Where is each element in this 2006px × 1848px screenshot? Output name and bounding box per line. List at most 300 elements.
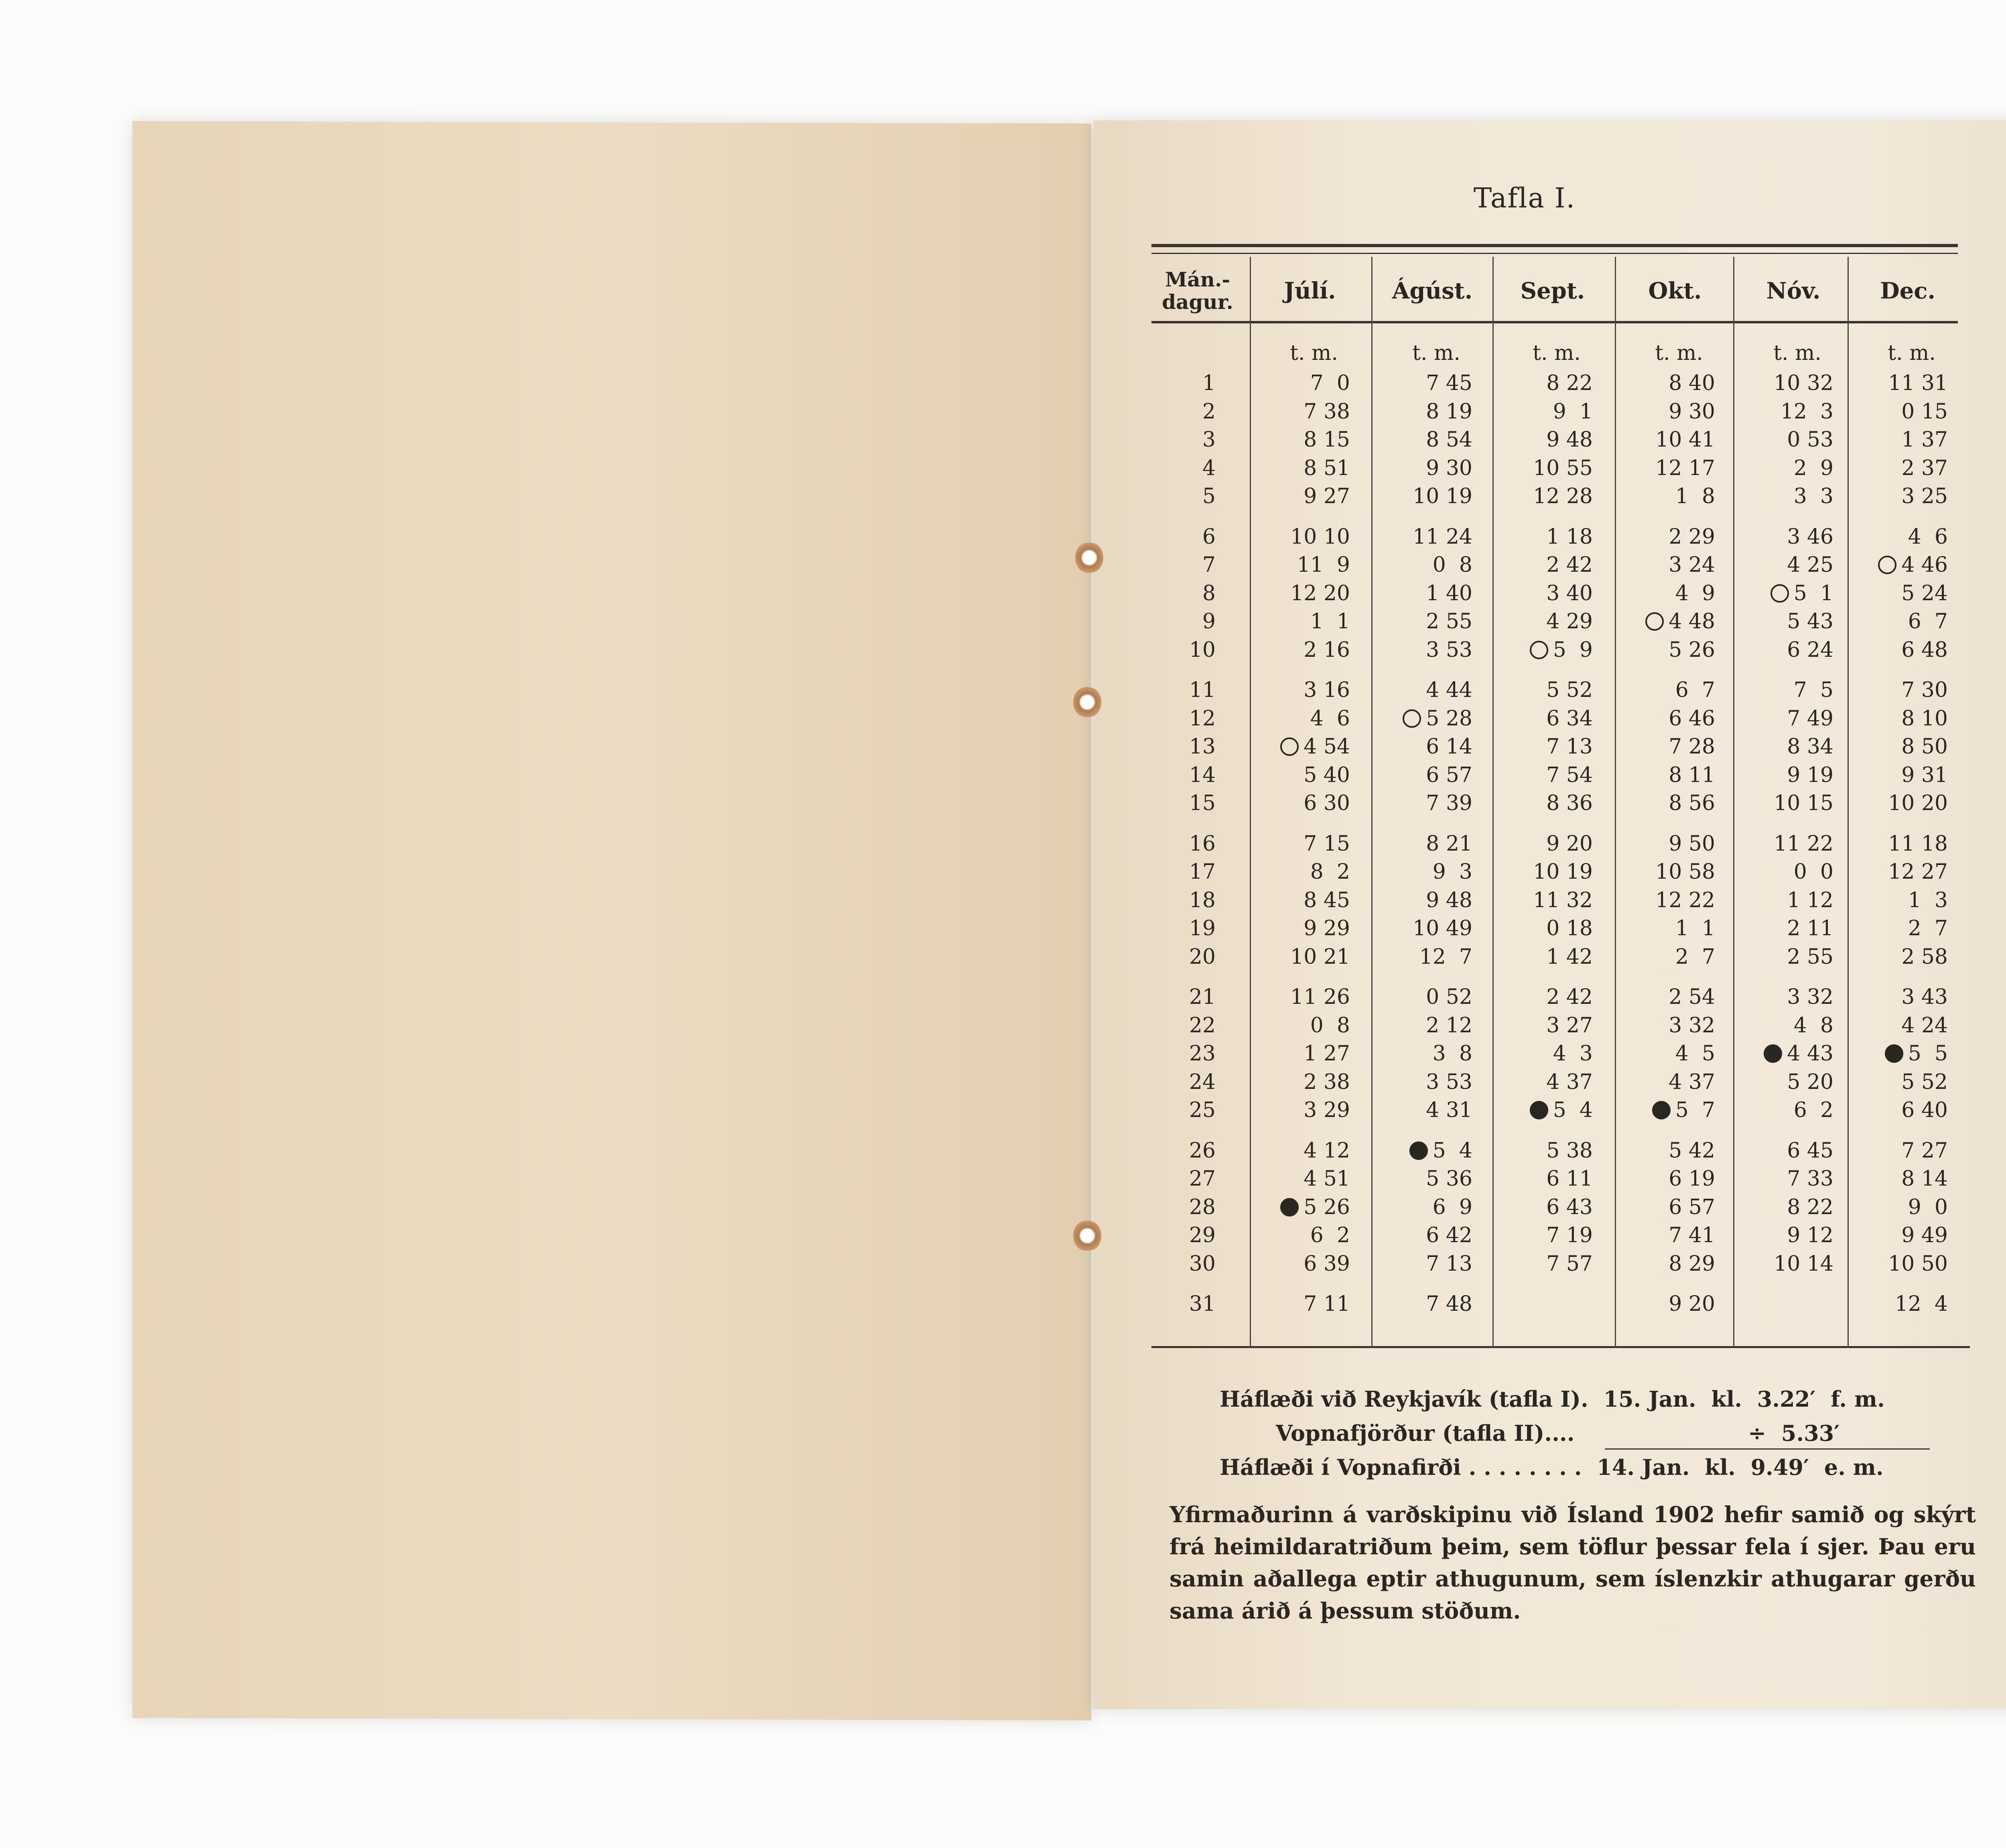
tide-time: 4 25: [1787, 553, 1833, 577]
tide-time-cell: [1735, 1070, 1833, 1094]
tide-time: 5 28: [1426, 706, 1472, 731]
tide-time: 6 7: [1675, 678, 1715, 702]
tide-time: 10 41: [1655, 428, 1715, 452]
tide-time: 9 1: [1553, 399, 1593, 424]
tide-time-cell: [1850, 456, 1948, 480]
tide-time: 9 20: [1546, 831, 1593, 856]
tide-time: 2 7: [1675, 944, 1715, 969]
tide-time-cell: [1617, 707, 1715, 731]
tide-time: 5 5: [1908, 1042, 1948, 1066]
tide-time: 8 34: [1787, 735, 1833, 759]
table-top-rule: [1151, 244, 1958, 247]
tide-time: 10 55: [1533, 456, 1593, 480]
tide-time-cell: [1374, 1013, 1472, 1038]
tide-time: 1 40: [1426, 581, 1472, 605]
tide-time-cell: [1374, 581, 1472, 605]
tide-time-cell: [1735, 525, 1833, 549]
tide-time-cell: [1735, 945, 1833, 969]
tide-time: 12 7: [1419, 944, 1472, 969]
tide-time-cell: [1735, 763, 1833, 787]
new-moon-icon: [1530, 1101, 1548, 1119]
tide-time-cell: [1252, 428, 1350, 452]
tide-time-cell: [1374, 945, 1472, 969]
tide-time: 7 54: [1546, 763, 1593, 787]
tide-time-cell: [1374, 1252, 1472, 1276]
tide-time: 6 2: [1310, 1223, 1350, 1247]
tide-time: 10 21: [1290, 944, 1350, 969]
month-header: Sept.: [1520, 278, 1585, 304]
tide-time-cell: [1617, 609, 1715, 634]
tide-time: 8 50: [1901, 735, 1948, 759]
tide-time: 9 50: [1669, 831, 1715, 856]
day-number: 1: [1202, 371, 1216, 395]
day-number: 9: [1202, 609, 1216, 634]
tide-time-cell: [1617, 985, 1715, 1009]
tide-time: 2 42: [1546, 553, 1593, 577]
tide-time-cell: [1252, 1070, 1350, 1094]
tide-time: 0 52: [1426, 985, 1472, 1009]
day-number: 6: [1202, 524, 1216, 549]
tide-time-cell: [1374, 609, 1472, 634]
tide-time: 6 39: [1303, 1251, 1350, 1276]
tide-time: 4 8: [1793, 1013, 1833, 1038]
tide-time: 1 42: [1546, 944, 1593, 969]
tide-time: 3 40: [1546, 581, 1593, 605]
day-number: 16: [1189, 831, 1216, 856]
tide-time-cell: [1617, 735, 1715, 759]
tide-time: 12 3: [1780, 399, 1833, 424]
summary-reykjavik: Háflæði við Reykjavík (tafla I). 15. Jan. kl. 3.22′ f. m.: [1220, 1386, 1885, 1412]
tide-time-cell: [1617, 525, 1715, 549]
tide-time-cell: [1494, 735, 1593, 759]
tide-time: 2 54: [1669, 985, 1715, 1009]
tide-time: 10 58: [1655, 860, 1715, 884]
tide-time: 7 5: [1793, 678, 1833, 702]
day-number: 3: [1202, 428, 1216, 452]
binding-hole: [1075, 542, 1103, 574]
tide-time-cell: [1252, 1167, 1350, 1191]
tide-time-cell: [1252, 791, 1350, 815]
tide-time: 9 27: [1303, 484, 1350, 508]
tide-time-cell: [1252, 1223, 1350, 1247]
day-column-header: Mán.- dagur.: [1162, 268, 1233, 314]
tide-time-cell: [1252, 1042, 1350, 1066]
tide-time-cell: [1617, 484, 1715, 508]
tide-time-cell: [1735, 735, 1833, 759]
tide-time: 1 1: [1310, 609, 1350, 634]
column-separator: [1733, 257, 1734, 1348]
day-number: 2: [1202, 399, 1216, 424]
tide-time: 4 46: [1901, 553, 1948, 577]
full-moon-icon: [1770, 584, 1789, 603]
tide-time-cell: [1617, 1139, 1715, 1163]
tide-time: 6 30: [1303, 791, 1350, 815]
tide-time: 6 45: [1787, 1138, 1833, 1163]
tide-time-cell: [1617, 581, 1715, 605]
tide-time-cell: [1494, 638, 1593, 662]
tide-time: 1 37: [1901, 428, 1948, 452]
tide-time: 3 8: [1432, 1042, 1472, 1066]
tide-time-cell: [1617, 1167, 1715, 1191]
tide-time-cell: [1850, 888, 1948, 912]
tide-time-cell: [1252, 985, 1350, 1009]
tide-time-cell: [1850, 860, 1948, 884]
day-number: 29: [1189, 1223, 1216, 1247]
tide-time: 3 3: [1793, 484, 1833, 508]
tide-time: 3 24: [1669, 553, 1715, 577]
tide-time: 4 24: [1901, 1013, 1948, 1038]
tide-time-cell: [1252, 1195, 1350, 1219]
tide-time: 12 28: [1533, 484, 1593, 508]
tide-time-cell: [1252, 400, 1350, 424]
tide-time-cell: [1494, 763, 1593, 787]
tide-time: 10 15: [1774, 791, 1833, 815]
tide-time-cell: [1494, 916, 1593, 940]
tide-time: 8 14: [1901, 1167, 1948, 1191]
column-separator: [1615, 257, 1616, 1348]
tide-time-cell: [1850, 1252, 1948, 1276]
tide-time-cell: [1850, 553, 1948, 577]
tide-time: 4 44: [1426, 678, 1472, 702]
tide-time-cell: [1252, 525, 1350, 549]
tide-time-cell: [1850, 638, 1948, 662]
tide-time: 7 0: [1310, 371, 1350, 395]
day-number: 11: [1189, 678, 1216, 702]
tide-time: 6 43: [1546, 1195, 1593, 1219]
tide-time-cell: [1494, 888, 1593, 912]
tide-time-cell: [1494, 553, 1593, 577]
tide-time-cell: [1374, 484, 1472, 508]
tide-time: 7 33: [1787, 1167, 1833, 1191]
tide-time: 8 21: [1426, 831, 1472, 856]
closing-note: Yfirmaðurinn á varðskipinu við Ísland 1902 hefir samið og skýrt frá heimildaratriðum þeim, sem töflur þessar fela í sjer. Þau eru samin aðallega eptir athugunum, sem íslenzkir athugarar gerðu sama árið á þessum stöðum.: [1169, 1501, 1976, 1624]
day-number: 19: [1189, 916, 1216, 940]
tide-time: 5 52: [1901, 1070, 1948, 1094]
tide-time: 7 30: [1901, 678, 1948, 702]
tide-time: 12 20: [1290, 581, 1350, 605]
tide-time-cell: [1850, 707, 1948, 731]
tide-time: 10 49: [1413, 916, 1472, 940]
tide-time-cell: [1252, 763, 1350, 787]
tide-time-cell: [1617, 553, 1715, 577]
tide-time-cell: [1252, 484, 1350, 508]
tide-time: 10 14: [1774, 1251, 1833, 1276]
tide-time: 7 45: [1426, 371, 1472, 395]
tide-time-cell: [1374, 888, 1472, 912]
tide-time-cell: [1494, 1042, 1593, 1066]
tide-time: 4 6: [1908, 524, 1948, 549]
new-moon-icon: [1409, 1141, 1428, 1160]
tide-time: 9 30: [1669, 399, 1715, 424]
tide-time-cell: [1735, 888, 1833, 912]
blank-left-page: [132, 121, 1091, 1720]
tide-time-cell: [1374, 1098, 1472, 1122]
tide-time-cell: [1735, 832, 1833, 856]
tide-time-cell: [1374, 638, 1472, 662]
tide-time: 11 32: [1533, 888, 1593, 912]
tide-time: 5 26: [1303, 1195, 1350, 1219]
binding-hole: [1073, 686, 1101, 718]
day-number: 14: [1189, 763, 1216, 787]
tide-time-cell: [1850, 1167, 1948, 1191]
tide-time-cell: [1374, 832, 1472, 856]
tide-time: 1 18: [1546, 524, 1593, 549]
new-moon-icon: [1885, 1044, 1903, 1063]
tide-time-cell: [1252, 553, 1350, 577]
summary-vopnafjordur: Vopnafjörður (tafla II).... ÷ 5.33′: [1276, 1420, 1840, 1446]
tide-time-cell: [1252, 860, 1350, 884]
tide-time-cell: [1850, 609, 1948, 634]
tide-time: 5 42: [1669, 1138, 1715, 1163]
tide-time: 3 53: [1426, 638, 1472, 662]
summary-rule: [1605, 1448, 1930, 1450]
tide-time-cell: [1850, 428, 1948, 452]
tide-time: 7 41: [1669, 1223, 1715, 1247]
tide-time-cell: [1850, 678, 1948, 702]
tide-time: 2 16: [1303, 638, 1350, 662]
tide-time-cell: [1374, 553, 1472, 577]
tide-time: 1 1: [1675, 916, 1715, 940]
tide-time-cell: [1374, 860, 1472, 884]
tide-time: 3 53: [1426, 1070, 1472, 1094]
tide-time-cell: [1850, 1195, 1948, 1219]
tide-time: 3 27: [1546, 1013, 1593, 1038]
tide-time-cell: [1374, 428, 1472, 452]
tide-time-cell: [1850, 1098, 1948, 1122]
tide-time: 10 10: [1290, 524, 1350, 549]
day-number: 15: [1189, 791, 1216, 815]
tide-time: 6 57: [1426, 763, 1472, 787]
unit-label: t. m.: [1290, 341, 1338, 365]
new-moon-icon: [1764, 1044, 1782, 1063]
tide-time: 8 10: [1901, 706, 1948, 731]
month-header: Ágúst.: [1392, 278, 1473, 304]
tide-time: 6 11: [1546, 1167, 1593, 1191]
summary-vopnafirdi: Háflæði í Vopnafirði . . . . . . . . 14. Jan. kl. 9.49′ e. m.: [1220, 1454, 1884, 1480]
tide-time-cell: [1850, 371, 1948, 395]
tide-time-cell: [1850, 484, 1948, 508]
tide-time: 2 58: [1901, 944, 1948, 969]
tide-time: 7 48: [1426, 1292, 1472, 1316]
day-number: 7: [1202, 553, 1216, 577]
tide-time-cell: [1374, 400, 1472, 424]
tide-time: 4 51: [1303, 1167, 1350, 1191]
tide-time-cell: [1735, 791, 1833, 815]
tide-time-cell: [1252, 832, 1350, 856]
tide-time-cell: [1374, 735, 1472, 759]
tide-time: 12 27: [1888, 860, 1948, 884]
tide-time-cell: [1850, 1223, 1948, 1247]
tide-time-cell: [1735, 1195, 1833, 1219]
tide-time: 8 29: [1669, 1251, 1715, 1276]
tide-time: 9 29: [1303, 916, 1350, 940]
day-number: 13: [1189, 735, 1216, 759]
tide-time: 8 56: [1669, 791, 1715, 815]
tide-time-cell: [1374, 525, 1472, 549]
tide-time-cell: [1617, 945, 1715, 969]
tide-time-cell: [1617, 400, 1715, 424]
tide-time: 4 37: [1669, 1070, 1715, 1094]
tide-time-cell: [1494, 525, 1593, 549]
tide-time: 2 55: [1787, 944, 1833, 969]
tide-time-cell: [1252, 1013, 1350, 1038]
tide-time: 6 46: [1669, 706, 1715, 731]
tide-time: 4 12: [1303, 1138, 1350, 1163]
tide-time: 1 8: [1675, 484, 1715, 508]
day-number: 5: [1202, 484, 1216, 508]
tide-time-cell: [1252, 707, 1350, 731]
tide-time-cell: [1374, 678, 1472, 702]
tide-time: 10 19: [1413, 484, 1472, 508]
tide-time: 6 14: [1426, 735, 1472, 759]
tide-time-cell: [1494, 1098, 1593, 1122]
tide-time: 7 28: [1669, 735, 1715, 759]
tide-time: 7 13: [1546, 735, 1593, 759]
tide-time-cell: [1850, 735, 1948, 759]
month-header: Nóv.: [1766, 278, 1821, 304]
tide-time: 3 16: [1303, 678, 1350, 702]
tide-time-cell: [1374, 1292, 1472, 1316]
day-number: 20: [1189, 944, 1216, 969]
tide-time: 4 3: [1553, 1042, 1593, 1066]
tide-time-cell: [1252, 1098, 1350, 1122]
day-number: 18: [1189, 888, 1216, 912]
tide-time: 2 11: [1787, 916, 1833, 940]
tide-time-cell: [1252, 1252, 1350, 1276]
tide-time: 6 19: [1669, 1167, 1715, 1191]
tide-time-cell: [1494, 945, 1593, 969]
day-number: 31: [1189, 1292, 1216, 1316]
day-number: 10: [1189, 638, 1216, 662]
tide-time: 9 49: [1901, 1223, 1948, 1247]
tide-time-cell: [1617, 1223, 1715, 1247]
tide-time: 2 38: [1303, 1070, 1350, 1094]
table-top-rule-thin: [1151, 253, 1958, 254]
tide-time: 4 9: [1675, 581, 1715, 605]
tide-time: 8 40: [1669, 371, 1715, 395]
tide-time: 4 31: [1426, 1098, 1472, 1122]
tide-time-cell: [1735, 1098, 1833, 1122]
tide-time: 11 24: [1413, 524, 1472, 549]
tide-time: 9 0: [1908, 1195, 1948, 1219]
tide-time: 0 18: [1546, 916, 1593, 940]
tide-time-cell: [1735, 860, 1833, 884]
tide-time: 3 43: [1901, 985, 1948, 1009]
tide-time: 9 48: [1426, 888, 1472, 912]
tide-time-cell: [1850, 1042, 1948, 1066]
tide-time: 5 26: [1669, 638, 1715, 662]
tide-time: 8 22: [1546, 371, 1593, 395]
tide-time: 5 36: [1426, 1167, 1472, 1191]
tide-time-cell: [1494, 1167, 1593, 1191]
tide-time: 9 19: [1787, 763, 1833, 787]
tide-time: 8 2: [1310, 860, 1350, 884]
tide-time-cell: [1494, 428, 1593, 452]
tide-time: 9 20: [1669, 1292, 1715, 1316]
tide-time-cell: [1617, 916, 1715, 940]
tide-time-cell: [1374, 916, 1472, 940]
tide-time-cell: [1617, 1292, 1715, 1316]
tide-time-cell: [1252, 1292, 1350, 1316]
tide-time-cell: [1617, 888, 1715, 912]
tide-time: 5 52: [1546, 678, 1593, 702]
column-separator: [1250, 257, 1251, 1348]
tide-time: 11 22: [1774, 831, 1833, 856]
tide-time-cell: [1617, 1013, 1715, 1038]
tide-time: 4 29: [1546, 609, 1593, 634]
day-number: 4: [1202, 456, 1216, 480]
tide-time-cell: [1735, 400, 1833, 424]
tide-time-cell: [1617, 832, 1715, 856]
tide-time: 9 3: [1432, 860, 1472, 884]
tide-time: 10 20: [1888, 791, 1948, 815]
tide-time: 5 40: [1303, 763, 1350, 787]
tide-time: 4 48: [1669, 609, 1715, 634]
month-header: Júlí.: [1284, 278, 1336, 304]
tide-time-cell: [1252, 638, 1350, 662]
unit-label: t. m.: [1412, 341, 1460, 365]
tide-time: 7 49: [1787, 706, 1833, 731]
tide-time-cell: [1494, 581, 1593, 605]
tide-time: 0 8: [1310, 1013, 1350, 1038]
month-header: Okt.: [1648, 278, 1702, 304]
tide-time: 2 55: [1426, 609, 1472, 634]
tide-time-cell: [1494, 1195, 1593, 1219]
tide-time: 5 4: [1432, 1138, 1472, 1163]
tide-time-cell: [1494, 985, 1593, 1009]
tide-time-cell: [1735, 707, 1833, 731]
tide-time-cell: [1735, 553, 1833, 577]
tide-time-cell: [1252, 1139, 1350, 1163]
full-moon-icon: [1403, 709, 1421, 728]
month-header: Dec.: [1880, 278, 1935, 304]
tide-time-cell: [1850, 1139, 1948, 1163]
tide-time: 12 17: [1655, 456, 1715, 480]
full-moon-icon: [1645, 612, 1664, 631]
tide-time: 3 46: [1787, 524, 1833, 549]
tide-time-cell: [1735, 581, 1833, 605]
tide-time: 6 57: [1669, 1195, 1715, 1219]
tide-time-cell: [1494, 456, 1593, 480]
tide-time-cell: [1374, 1070, 1472, 1094]
tide-time-cell: [1494, 832, 1593, 856]
tide-time: 4 54: [1303, 735, 1350, 759]
tide-time-cell: [1850, 525, 1948, 549]
tide-time-cell: [1374, 707, 1472, 731]
tide-time-cell: [1494, 791, 1593, 815]
tide-time: 5 43: [1787, 609, 1833, 634]
tide-time-cell: [1850, 916, 1948, 940]
tide-time: 5 24: [1901, 581, 1948, 605]
tide-time: 7 27: [1901, 1138, 1948, 1163]
day-number: 30: [1189, 1251, 1216, 1276]
tide-time: 11 18: [1888, 831, 1948, 856]
unit-label: t. m.: [1655, 341, 1703, 365]
tide-time-cell: [1252, 888, 1350, 912]
tide-time-cell: [1617, 1098, 1715, 1122]
tide-time: 9 48: [1546, 428, 1593, 452]
tide-time-cell: [1735, 371, 1833, 395]
tide-time-cell: [1735, 916, 1833, 940]
tide-time: 0 0: [1793, 860, 1833, 884]
tide-time: 1 12: [1787, 888, 1833, 912]
tide-time: 8 51: [1303, 456, 1350, 480]
tide-time: 10 19: [1533, 860, 1593, 884]
tide-time: 3 29: [1303, 1098, 1350, 1122]
tide-time-cell: [1617, 763, 1715, 787]
tide-time: 8 36: [1546, 791, 1593, 815]
tide-time: 0 8: [1432, 553, 1472, 577]
